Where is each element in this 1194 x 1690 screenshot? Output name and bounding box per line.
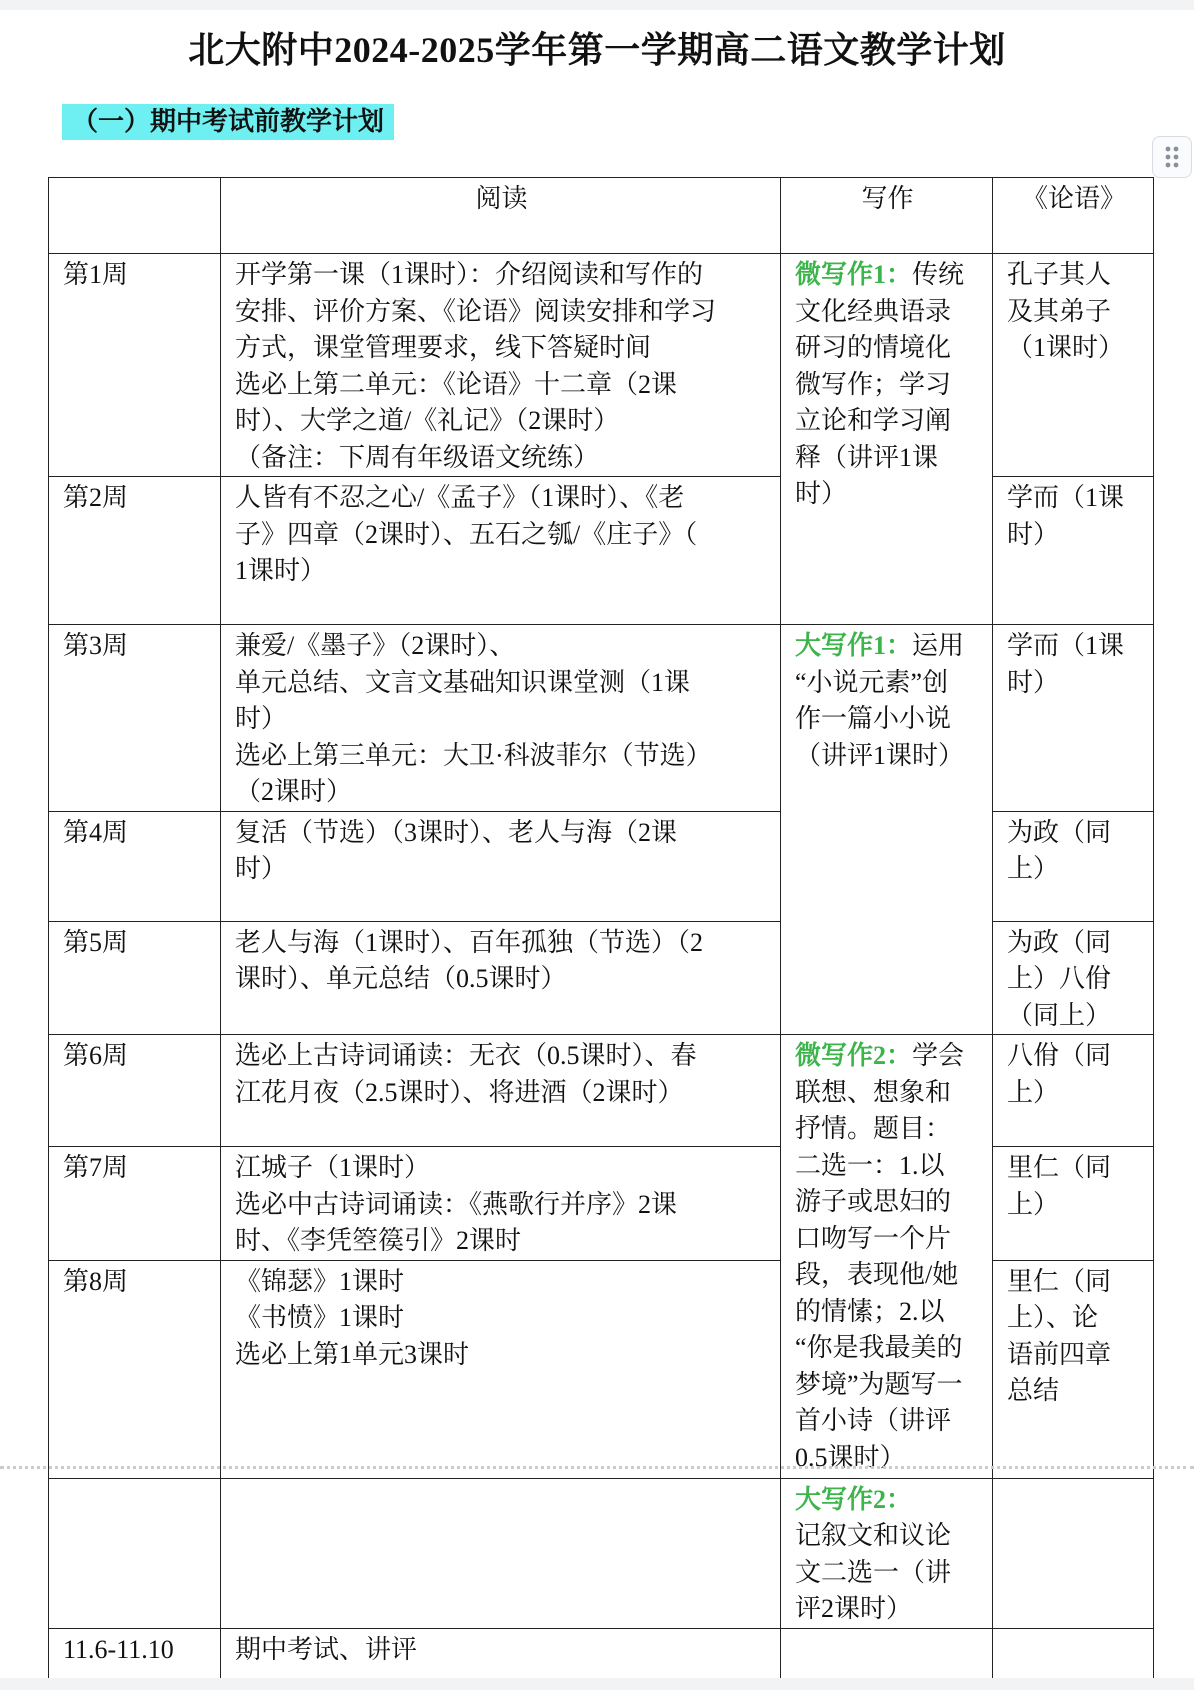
- writing-task-separator: ：: [886, 1041, 913, 1070]
- reading-line: 子》四章（2课时）、五石之瓠/《庄子》（: [235, 519, 698, 549]
- writing-line: [795, 1038, 980, 1075]
- reading-line: 选必上第1单元3课时: [235, 1339, 470, 1369]
- writing-line: 立论和学习阐: [795, 406, 952, 435]
- lunyu-line: 上）、论: [1007, 1303, 1099, 1332]
- writing-line: 研习的情境化: [795, 333, 952, 362]
- writing-task-text: 运用: [912, 631, 965, 660]
- lunyu-line: 上）: [1007, 1189, 1060, 1219]
- header-lunyu: 《论语》: [993, 178, 1154, 254]
- header-week: [49, 178, 221, 254]
- writing-line: 段，表现他/她: [795, 1260, 959, 1289]
- writing-line: 梦境”为题写一: [795, 1369, 963, 1399]
- writing-task-separator: ：: [886, 631, 913, 660]
- reading-cell: [221, 811, 781, 921]
- writing-line: 时）: [795, 479, 848, 508]
- lunyu-line: （同上）: [1007, 1000, 1112, 1030]
- reading-line: （备注：下周有年级语文统练）: [235, 442, 600, 472]
- reading-line: 老人与海（1课时）、百年孤独（节选）（2: [235, 927, 704, 957]
- writing-line: （讲评1课时）: [795, 740, 965, 770]
- week-cell: 第8周: [49, 1260, 221, 1478]
- lunyu-line: 上）: [1007, 1077, 1060, 1107]
- week-cell: 第4周: [49, 811, 221, 921]
- week-cell: 第1周: [49, 254, 221, 477]
- reading-line: 期中考试、讲评: [235, 1634, 418, 1664]
- writing-line: 作一篇小小说: [795, 704, 952, 733]
- writing-cell: [781, 1035, 993, 1479]
- bottom-strip: [0, 1678, 1194, 1690]
- lunyu-line: 时）: [1007, 667, 1060, 697]
- page-title: 北大附中2024-2025学年第一学期高二语文教学计划: [188, 30, 1006, 70]
- writing-line: 二选一：1.以: [795, 1150, 945, 1180]
- writing-line: 文二选一（讲: [795, 1557, 952, 1587]
- lunyu-line: 及其弟子: [1007, 296, 1112, 326]
- reading-line: 《锦瑟》1课时: [235, 1266, 405, 1296]
- writing-task-tag: 微写作1: [795, 260, 887, 289]
- writing-line: 游子或思妇的: [795, 1187, 952, 1216]
- lunyu-line: 学而（1课: [1007, 631, 1125, 660]
- reading-cell: [221, 625, 781, 812]
- reading-line: 开学第一课（1课时）：介绍阅读和写作的: [235, 260, 704, 289]
- writing-line: 的情愫；2.以: [795, 1296, 945, 1326]
- reading-cell: [221, 921, 781, 1035]
- lunyu-cell: [993, 254, 1154, 477]
- lunyu-cell: [993, 1628, 1154, 1680]
- lunyu-cell: [993, 921, 1154, 1035]
- header-writing: 写作: [781, 178, 993, 254]
- lunyu-cell: [993, 811, 1154, 921]
- reading-line: 选必上古诗词诵读：无衣（0.5课时）、春: [235, 1041, 697, 1070]
- reading-cell: [221, 1147, 781, 1261]
- table-row: [49, 254, 1154, 477]
- writing-task-tag: 大写作1: [795, 631, 887, 660]
- lunyu-line: 上）: [1007, 854, 1060, 883]
- writing-line: 口吻写一个片: [795, 1223, 952, 1253]
- writing-cell: [781, 254, 993, 625]
- writing-line: [795, 1482, 980, 1519]
- lunyu-line: 为政（同: [1007, 817, 1112, 847]
- top-toolbar-strip: [0, 0, 1194, 10]
- lunyu-line: 孔子其人: [1007, 260, 1112, 289]
- writing-line: 记叙文和议论: [795, 1521, 952, 1550]
- table-row: [49, 625, 1154, 812]
- writing-line: 释（讲评1课: [795, 442, 939, 472]
- writing-task-tag: 大写作2: [795, 1484, 887, 1514]
- week-cell: 第3周: [49, 625, 221, 812]
- writing-task-text: 传统: [912, 260, 965, 289]
- reading-line: 时、《李凭箜篌引》2课时: [235, 1226, 522, 1255]
- reading-line: 时）: [235, 854, 288, 883]
- reading-line: 江城子（1课时）: [235, 1153, 431, 1182]
- writing-cell: [781, 1478, 993, 1628]
- lunyu-line: 里仁（同: [1007, 1266, 1112, 1296]
- reading-line: 课时）、单元总结（0.5课时）: [235, 964, 567, 993]
- writing-line: 0.5课时）: [795, 1442, 906, 1472]
- reading-line: 《书愤》1课时: [235, 1303, 405, 1332]
- lunyu-line: 学而（1课: [1007, 483, 1125, 512]
- week-cell: 第7周: [49, 1147, 221, 1261]
- page-break-divider: [0, 1466, 1194, 1469]
- section-heading: （一）期中考试前教学计划: [62, 104, 394, 140]
- week-cell: 第6周: [49, 1035, 221, 1147]
- writing-line: 抒情。题目：: [795, 1114, 952, 1143]
- writing-line: 文化经典语录: [795, 296, 952, 326]
- lunyu-line: 时）: [1007, 519, 1060, 549]
- reading-cell: [221, 1478, 781, 1628]
- reading-line: 人皆有不忍之心/《孟子》（1课时）、《老: [235, 483, 685, 512]
- reading-cell: [221, 1260, 781, 1478]
- writing-line: [795, 628, 980, 665]
- reading-line: 复活（节选）（3课时）、老人与海（2课: [235, 817, 678, 847]
- reading-line: 选必中古诗词诵读：《燕歌行并序》2课: [235, 1189, 678, 1219]
- writing-line: 评2课时）: [795, 1594, 913, 1623]
- writing-cell-empty: [781, 1628, 993, 1680]
- lunyu-line: （1课时）: [1007, 333, 1125, 362]
- week-cell: [49, 1478, 221, 1628]
- table-row: [49, 1628, 1154, 1680]
- writing-line: 首小诗（讲评: [795, 1406, 952, 1435]
- reading-line: 选必上第三单元：大卫·科波菲尔（节选）: [235, 740, 712, 770]
- reading-line: 1课时）: [235, 556, 327, 585]
- lunyu-cell: [993, 625, 1154, 812]
- writing-task-separator: ：: [886, 1484, 913, 1514]
- reading-line: 选必上第二单元：《论语》十二章（2课: [235, 369, 678, 399]
- writing-task-tag: 微写作2: [795, 1041, 887, 1070]
- header-reading: 阅读: [221, 178, 781, 254]
- lunyu-line: 总结: [1007, 1376, 1060, 1405]
- table-header-row: [49, 178, 1154, 254]
- reading-line: 江花月夜（2.5课时）、将进酒（2课时）: [235, 1077, 684, 1107]
- lunyu-line: 语前四章: [1007, 1339, 1112, 1369]
- writing-line: 联想、想象和: [795, 1077, 952, 1107]
- writing-line: 微写作；学习: [795, 369, 952, 399]
- writing-line: “小说元素”创: [795, 667, 949, 697]
- reading-line: 安排、评价方案、《论语》阅读安排和学习: [235, 296, 717, 326]
- reading-line: 兼爱/《墨子》（2课时）、: [235, 631, 516, 660]
- reading-cell: [221, 254, 781, 477]
- writing-line: [795, 257, 980, 294]
- reading-line: 时）、大学之道/《礼记》（2课时）: [235, 406, 620, 435]
- writing-task-text: 学会: [912, 1041, 965, 1070]
- week-cell: 第5周: [49, 921, 221, 1035]
- table-row: [49, 1035, 1154, 1147]
- lunyu-cell: [993, 1035, 1154, 1147]
- week-cell: 11.6-11.10: [49, 1628, 221, 1680]
- reading-line: 方式，课堂管理要求，线下答疑时间: [235, 333, 652, 362]
- lunyu-cell: [993, 1260, 1154, 1478]
- writing-line: “你是我最美的: [795, 1333, 963, 1362]
- table-row: [49, 1478, 1154, 1628]
- side-handle-button[interactable]: [1152, 136, 1192, 178]
- lunyu-line: 为政（同: [1007, 927, 1112, 957]
- teaching-plan-table: [48, 177, 1154, 1681]
- reading-line: 时）: [235, 704, 288, 733]
- reading-cell: [221, 1035, 781, 1147]
- lunyu-line: 八佾（同: [1007, 1041, 1112, 1070]
- writing-task-separator: ：: [886, 260, 913, 289]
- lunyu-cell: [993, 477, 1154, 625]
- reading-cell: [221, 477, 781, 625]
- reading-line: （2课时）: [235, 777, 353, 806]
- drag-handle-icon: [1162, 144, 1182, 170]
- lunyu-cell: [993, 1478, 1154, 1628]
- reading-cell: [221, 1628, 781, 1680]
- reading-line: 单元总结、文言文基础知识课堂测（1课: [235, 667, 691, 697]
- lunyu-line: 上）八佾: [1007, 964, 1112, 993]
- writing-cell: [781, 625, 993, 1035]
- lunyu-line: 里仁（同: [1007, 1153, 1112, 1182]
- lunyu-cell: [993, 1147, 1154, 1261]
- week-cell: 第2周: [49, 477, 221, 625]
